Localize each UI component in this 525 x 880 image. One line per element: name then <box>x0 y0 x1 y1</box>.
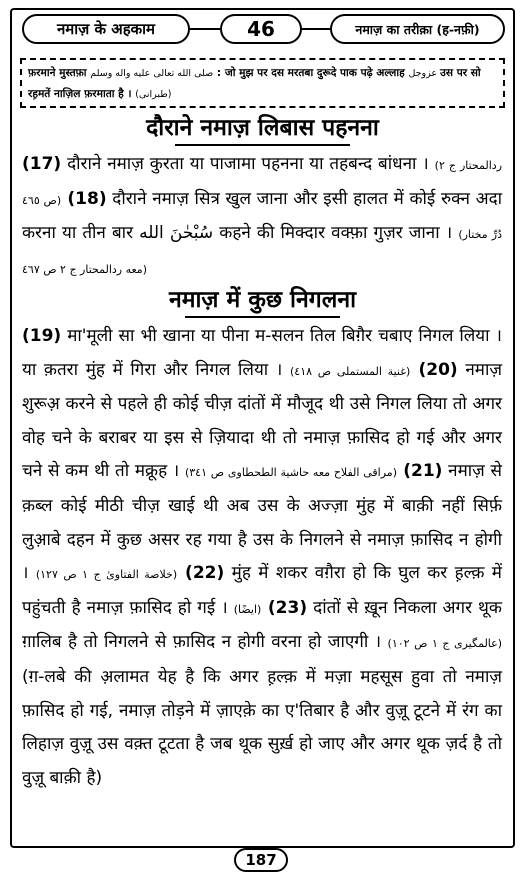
hadith-label: फ़रमाने मुस्तफ़ा <box>28 67 87 79</box>
reference: (عالمگیری ج ۱ ص ۱۰۲) <box>387 637 503 651</box>
item-text: (ग़-लबे की अ़लामत येह है कि अगर ह़ल्क़ में मज़ा महसूस हुवा तो नमाज़ फ़ासिद हो गई, नमाज़ तोड़ने में ज़ाएक़े का ए'तिबार है और वुज़ू टूटने में रंग का लिहाज़ वुज़ू उस वक़्त टूटता है जब थूक सुर्ख़ हो जाए और अगर थूक ज़र्द है तो वुज़ू बाक़ी है) <box>22 666 502 788</box>
item-text: मुंह में शकर वग़ैरा हो कि घुल कर ह़ल्क़ में पहुंचती है नमाज़ फ़ासिद हो गई । <box>22 563 502 618</box>
header-connector-right <box>302 28 330 30</box>
hadith-allah: अल्लाह <box>376 67 405 79</box>
reference: (دُرِّ مختار معه ردالمحتار ج ۲ ص ٤٦٧) <box>22 228 502 276</box>
item-number: (17) <box>22 154 62 174</box>
item-number: (20) <box>410 359 458 380</box>
header-page-number: 46 <box>220 14 302 44</box>
hadith-arabic-2: عزوجل <box>408 68 441 79</box>
item-text: दौराने नमाज़ कुरता या पाजामा पहनना या तहबन्द बांधना । <box>61 154 435 174</box>
hadith-reference: (طبرانی) <box>135 89 172 100</box>
header-chapter-title: नमाज़ का तरीक़ा (ह-नफ़ी) <box>330 14 505 44</box>
item-text: कहने की मिक्दार वक्फ़ा गुज़र जाना । <box>213 223 459 244</box>
item-number: (19) <box>22 326 62 346</box>
item-number: (18) <box>61 188 107 209</box>
item-number: (21) <box>397 461 443 482</box>
item-text: नमाज़ शुरूअ़ करने से पहले ही कोई चीज़ दांतों में मौजूद थी उसे निगल लिया तो अगर वोह चने के बराबर या इस से ज़ियादा थी तो नमाज़ फ़ासिद हो गई और अगर चने से कम थी तो मक्रूह । <box>22 359 502 482</box>
reference: (خلاصة الفتاویٰ ج ۱ ص ۱۲۷) <box>35 568 178 582</box>
item-text: दौराने नमाज़ सित्र खुल जाना और इसी हालत में कोई रुक्न अदा करना या तीन बार <box>22 188 502 244</box>
item-text: मा'मूली सा भी खाना या पीना म-सलन तिल बिग़ैर चबाए निगल लिया । या क़तरा मुंह में गिरा और निगल लिया । <box>22 326 502 380</box>
paragraph-clothing <box>22 148 502 286</box>
section-heading-clothing: दौराने नमाज़ लिबास पहनना <box>146 115 379 141</box>
footer-page-number: 187 <box>234 848 288 872</box>
salutation-arabic: صلى الله تعالى عليه واله وسلم <box>90 68 214 79</box>
hadith-text-1: : जो मुझ पर दस मरतबा दुरूदे पाक पढ़े <box>216 67 377 79</box>
section-heading-swallowing: नमाज़ में कुछ निगलना <box>168 287 357 313</box>
item-text: नमाज़ से क़ब्ल कोई मीठी चीज़ खाई थी अब उस के अज्ज़ा मुंह में बाक़ी नहीं सिर्फ़ लुआ़बे दहन में कुछ असर रह गया है उस के निगलने से नमाज़ फ़ासिद न होगी । <box>22 461 502 584</box>
reference: (غنية المستملی ص ٤١٨) <box>290 364 411 378</box>
header-connector-left <box>190 28 220 30</box>
hadith-box <box>20 58 505 108</box>
reference: (ایضًا) <box>233 602 262 616</box>
arabic-phrase: سُبْحٰنَ الله <box>139 223 214 244</box>
paragraph-swallowing <box>22 320 502 795</box>
item-number: (22) <box>177 563 225 584</box>
reference: (مراقی الفلاح معه حاشية الطحطاوی ص ٣٤١) <box>184 466 397 480</box>
item-text: दांतों से ख़ून निकला अगर थूक ग़ालिब है तो निगलने से फ़ासिद न होगी वरना हो जाएगी । <box>22 597 502 653</box>
reference: (ردالمحتار ج ۲ ص ٤٦٥) <box>22 159 503 207</box>
header-book-title: नमाज़ के अहकाम <box>22 14 190 44</box>
hadith-text-2: उस पर सो रह़मतें नाज़िल फ़रमाता है । <box>28 67 481 100</box>
heading-underline-1 <box>175 144 350 146</box>
item-number: (23) <box>261 597 308 618</box>
heading-underline-2 <box>185 316 340 318</box>
